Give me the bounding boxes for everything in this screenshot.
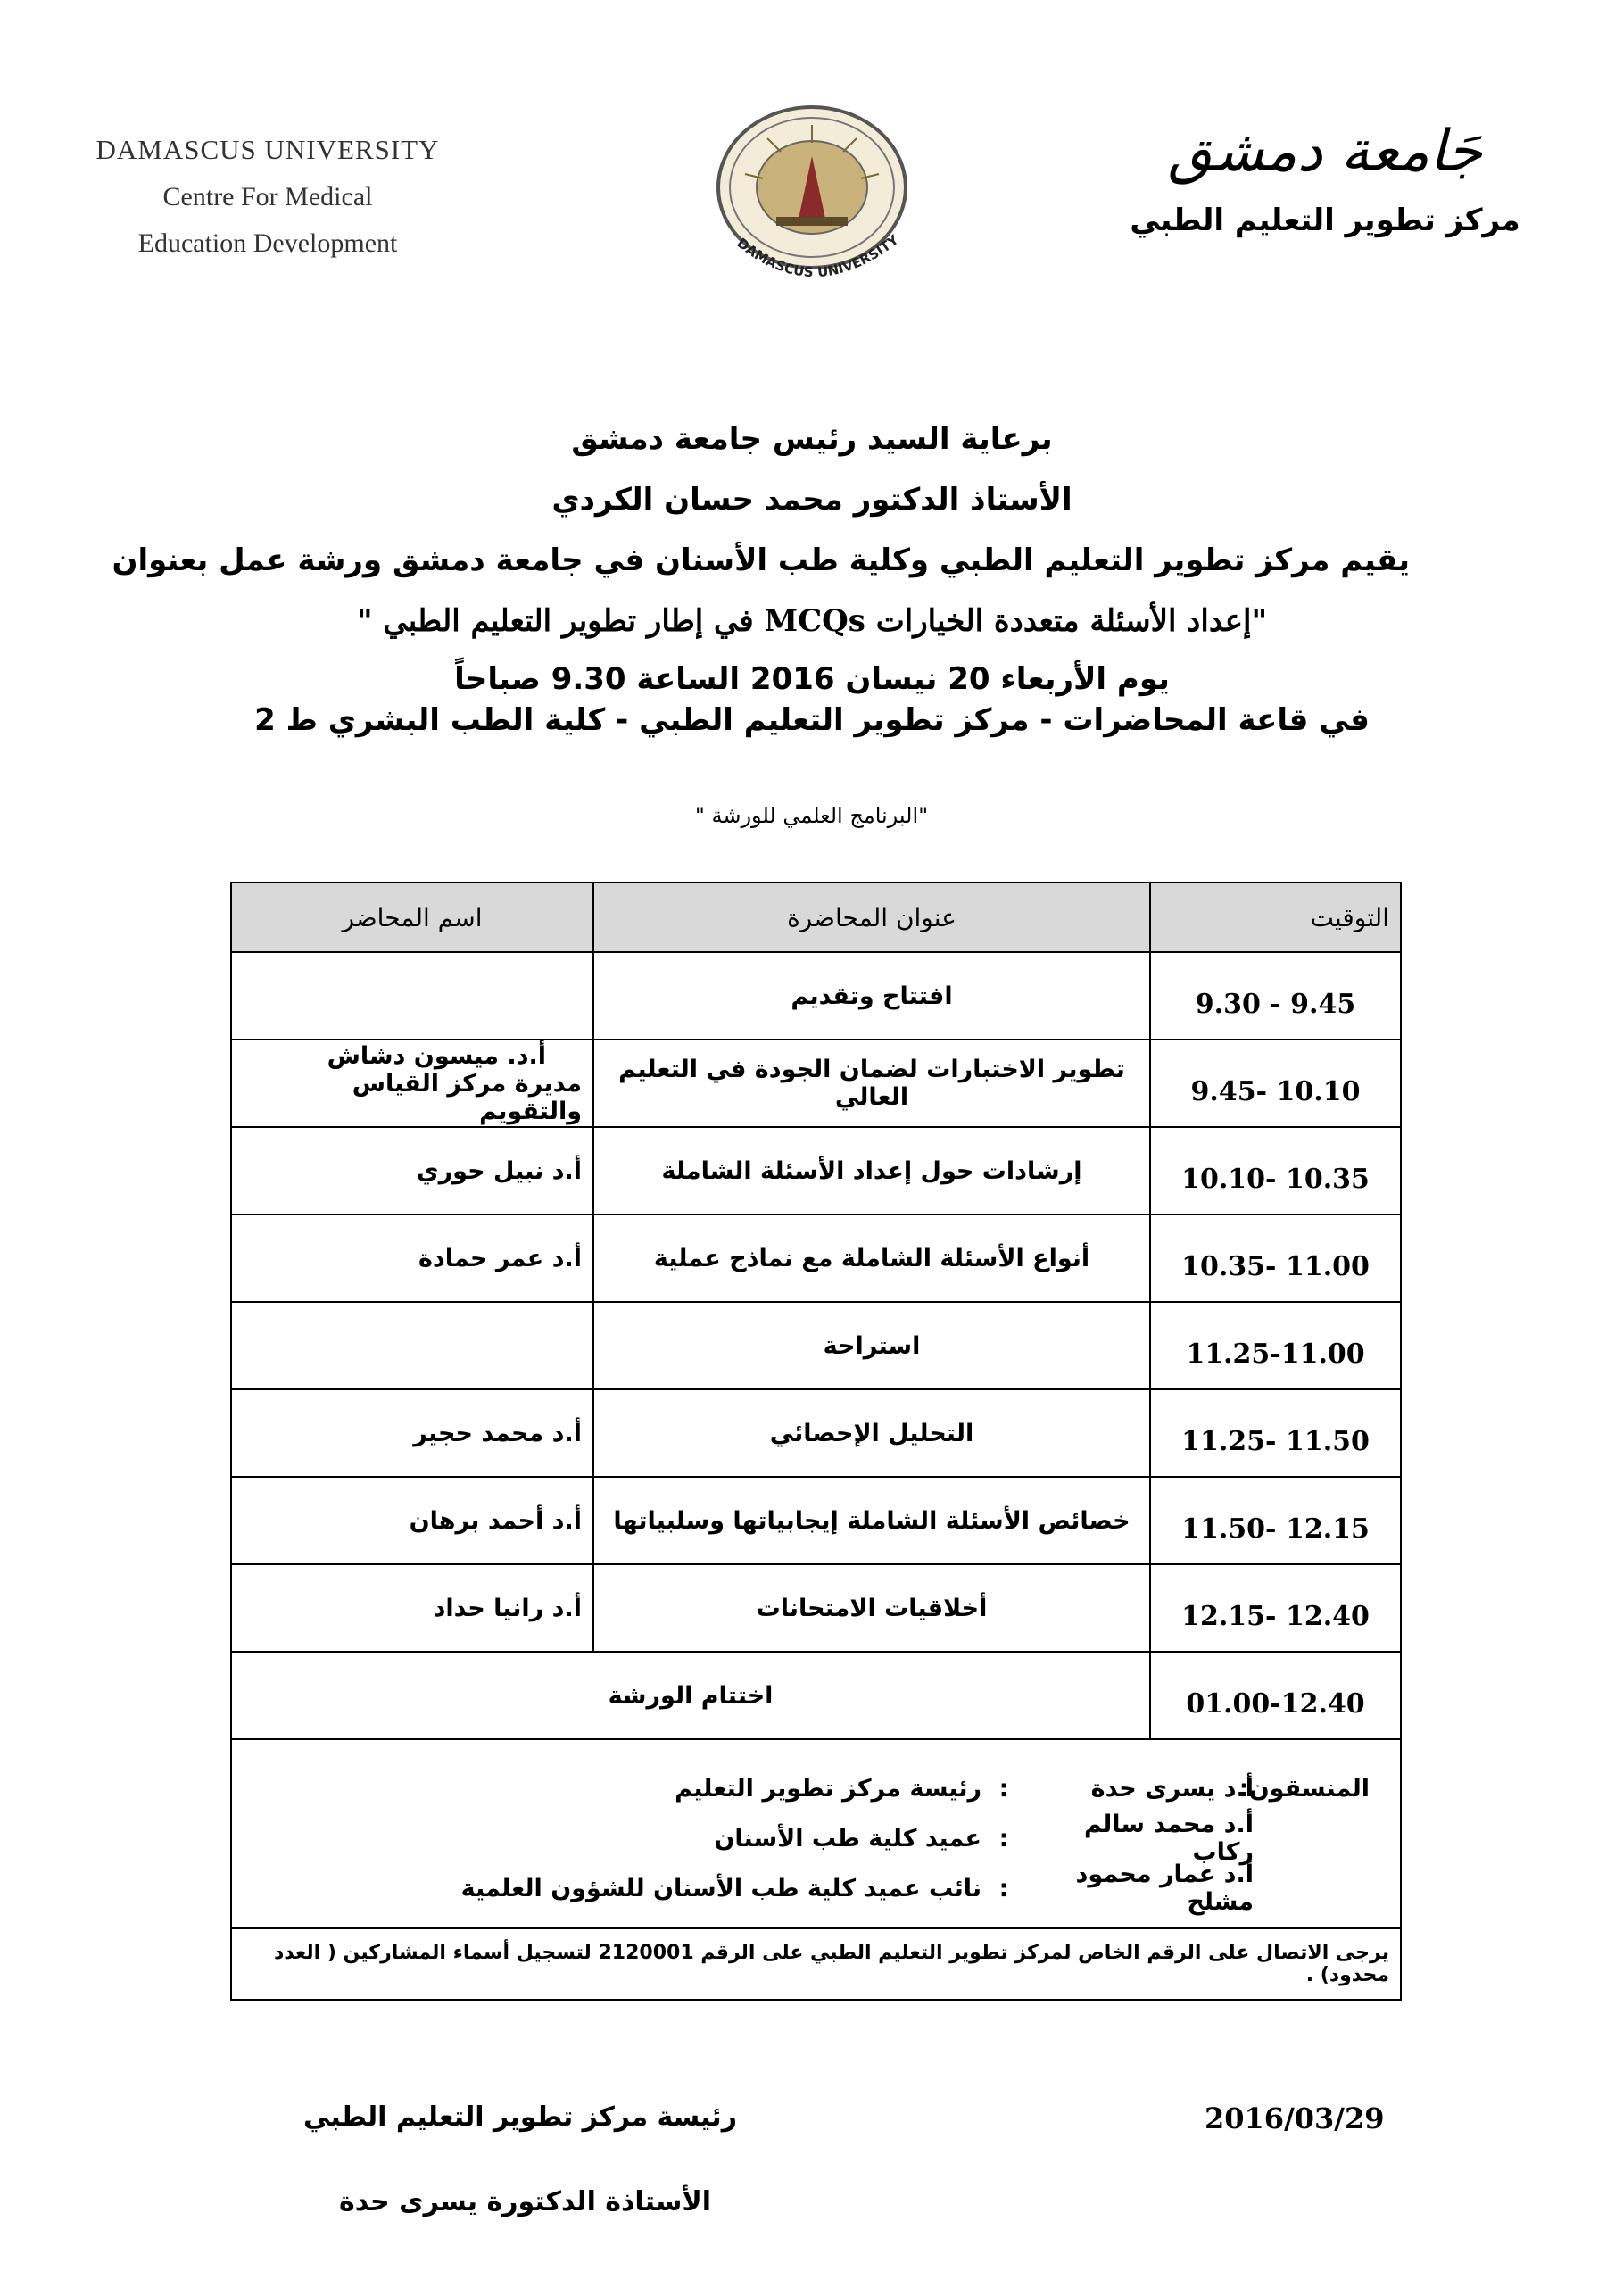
table-row — [231, 1477, 1401, 1564]
english-header — [54, 134, 482, 259]
signer-name: الأستاذة الدكتورة يسرى حدة — [339, 2186, 712, 2217]
schedule-table — [230, 882, 1402, 2001]
coordinator-line: أ.د محمد سالم ركاب : عميد كلية طب الأسنان — [714, 1811, 1254, 1866]
centre-name-en-line1: Centre For Medical — [162, 182, 373, 211]
centre-name-ar: مركز تطوير التعليم الطبي — [1130, 203, 1520, 239]
university-seal-logo — [691, 103, 932, 290]
coordinator-line: أ.د عمار محمود مشلح : نائب عميد كلية طب الأسنان للشؤون العلمية — [460, 1861, 1254, 1916]
seal-text: DAMASCUS UNIVERSITY — [733, 231, 902, 281]
time-cell: 11.25-11.00 — [1150, 1302, 1401, 1389]
signer-title: رئيسة مركز تطوير التعليم الطبي — [303, 2101, 737, 2133]
lecturer-cell — [231, 952, 593, 1040]
coordinators-label: المنسقون: — [1238, 1774, 1370, 1803]
closing-title-cell: اختتام الورشة — [231, 1652, 1150, 1739]
time-cell: 10.10 -9.45 — [1150, 1040, 1401, 1127]
time-cell: 12.40 -12.15 — [1150, 1564, 1401, 1652]
coordinator-line: المنسقون: أ.د يسرى حدة : رئيسة مركز تطوير التعليم — [675, 1774, 1370, 1803]
patron-name: الأستاذ الدكتور محمد حسان الكردي — [551, 482, 1072, 518]
title-cell: أنواع الأسئلة الشاملة مع نماذج عملية — [593, 1214, 1150, 1302]
table-header-row — [231, 883, 1401, 952]
centre-name-en-line2: Education Development — [137, 228, 398, 258]
table-row — [231, 1302, 1401, 1389]
title-cell: التحليل الإحصائي — [593, 1389, 1150, 1477]
table-row — [231, 1214, 1401, 1302]
title-cell: خصائص الأسئلة الشاملة إيجابياتها وسلبياتها — [593, 1477, 1150, 1564]
time-cell: 9.45 - 9.30 — [1150, 952, 1401, 1040]
coordinator-role: عميد كلية طب الأسنان — [714, 1824, 981, 1853]
header-time: التوقيت — [1150, 883, 1401, 952]
organizer-line: يقيم مركز تطوير التعليم الطبي وكلية طب الأسنان في جامعة دمشق ورشة عمل بعنوان — [112, 543, 1410, 578]
lecturer-role: مديرة مركز القياس والتقويم — [352, 1069, 582, 1125]
lecturer-cell — [231, 1040, 593, 1127]
table-row — [231, 1564, 1401, 1652]
title-cell: إرشادات حول إعداد الأسئلة الشاملة — [593, 1127, 1150, 1214]
title-cell: استراحة — [593, 1302, 1150, 1389]
time-cell: 01.00-12.40 — [1150, 1652, 1401, 1739]
time-cell: 12.15 -11.50 — [1150, 1477, 1401, 1564]
patronage-line: برعاية السيد رئيس جامعة دمشق — [571, 421, 1053, 457]
time-cell: 10.35 -10.10 — [1150, 1127, 1401, 1214]
lecturer-cell: أ.د عمر حمادة — [231, 1214, 593, 1302]
workshop-title: "إعداد الأسئلة متعددة الخيارات MCQs في إطار تطوير التعليم الطبي " — [356, 603, 1268, 639]
university-name-en: DAMASCUS UNIVERSITY — [95, 134, 440, 165]
workshop-venue-line: في قاعة المحاضرات - مركز تطوير التعليم الطبي - كلية الطب البشري ط 2 — [254, 702, 1370, 738]
lecturer-cell: أ.د رانيا حداد — [231, 1564, 593, 1652]
workshop-announcement — [112, 409, 1410, 741]
table-row — [231, 1389, 1401, 1477]
coordinator-role: رئيسة مركز تطوير التعليم — [675, 1774, 981, 1803]
note-row — [231, 1928, 1401, 2000]
university-name-ar: جَامعة دمشق — [1167, 119, 1483, 185]
title-cell: افتتاح وتقديم — [593, 952, 1150, 1040]
program-label: "البرنامج العلمي للورشة " — [694, 803, 929, 828]
lecturer-name: أ.د. ميسون دشاش — [327, 1041, 546, 1070]
table-row — [231, 1127, 1401, 1214]
lecturer-cell — [231, 1302, 593, 1389]
coordinator-name: أ.د عمار محمود مشلح — [1075, 1861, 1254, 1916]
lecturer-cell: أ.د نبيل حوري — [231, 1127, 593, 1214]
closing-row — [231, 1652, 1401, 1739]
header-lecturer: اسم المحاضر — [231, 883, 593, 952]
header-title: عنوان المحاضرة — [593, 883, 1150, 952]
lecturer-cell: أ.د محمد حجير — [231, 1389, 593, 1477]
coordinator-name: أ.د يسرى حدة — [1090, 1774, 1254, 1803]
coordinators-row — [231, 1739, 1401, 1928]
title-cell: تطوير الاختبارات لضمان الجودة في التعليم العالي — [593, 1040, 1150, 1127]
arabic-header — [1120, 120, 1530, 238]
table-row — [231, 952, 1401, 1040]
workshop-date-line: يوم الأربعاء 20 نيسان 2016 الساعة 9.30 صباحاً — [454, 661, 1170, 697]
document-date: 2016/03/29 — [1205, 2101, 1385, 2135]
coordinators-cell — [231, 1739, 1401, 1928]
table-row — [231, 1040, 1401, 1127]
lecturer-cell: أ.د أحمد برهان — [231, 1477, 593, 1564]
coordinator-name: أ.د محمد سالم ركاب — [1083, 1811, 1254, 1866]
registration-note: يرجى الاتصال على الرقم الخاص لمركز تطوير التعليم الطبي على الرقم 2120001 لتسجيل أسماء المشاركين ( العدد محدود) . — [231, 1928, 1401, 2000]
title-cell: أخلاقيات الامتحانات — [593, 1564, 1150, 1652]
coordinator-role: نائب عميد كلية طب الأسنان للشؤون العلمية — [460, 1874, 981, 1902]
time-cell: 11.50 -11.25 — [1150, 1389, 1401, 1477]
time-cell: 11.00 -10.35 — [1150, 1214, 1401, 1302]
